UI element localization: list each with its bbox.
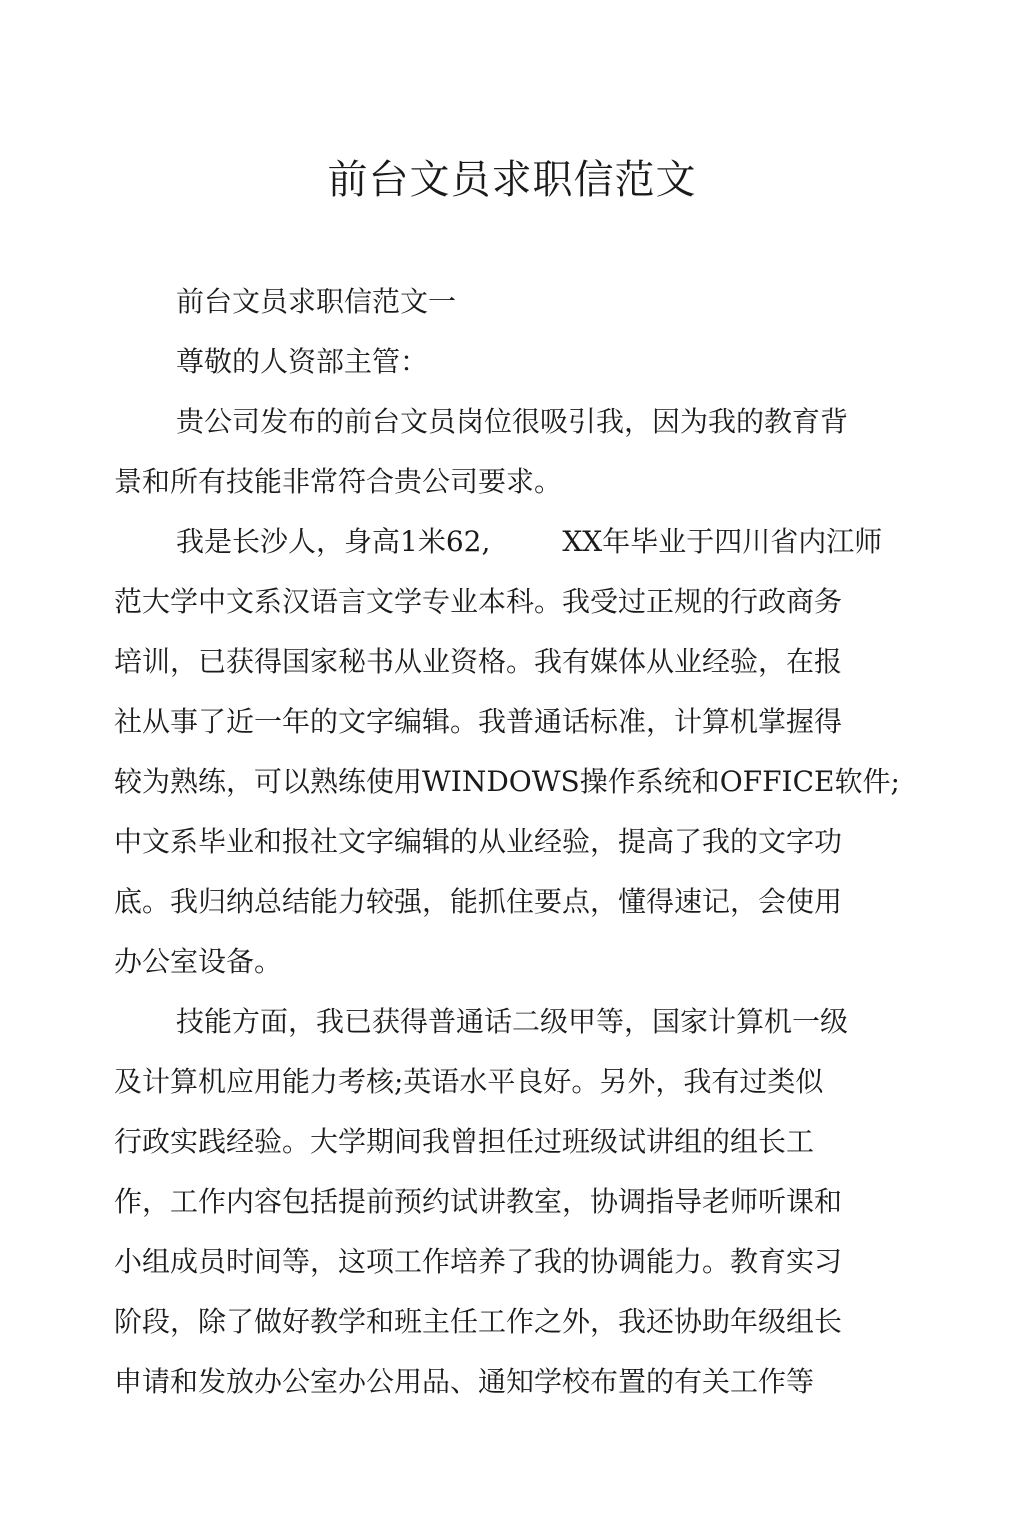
paragraph-3-line-4: 作，工作内容包括提前预约试讲教室，协调指导老师听课和: [114, 1185, 843, 1218]
paragraph-2-line-7: 底。我归纳总结能力较强，能抓住要点，懂得速记，会使用: [114, 885, 843, 918]
letter-heading: 前台文员求职信范文一: [176, 285, 457, 318]
paragraph-2-line-6: 中文系毕业和报社文字编辑的从业经验，提高了我的文字功: [114, 825, 843, 858]
paragraph-2-line-4: 社从事了近一年的文字编辑。我普通话标准，计算机掌握得: [114, 705, 843, 738]
paragraph-1-line-1: 贵公司发布的前台文员岗位很吸引我，因为我的教育背: [176, 405, 849, 438]
paragraph-2-line-5: 较为熟练，可以熟练使用WINDOWS操作系统和OFFICE软件;: [114, 765, 900, 798]
paragraph-2-line-8: 办公室设备。: [114, 945, 283, 978]
paragraph-3-line-3: 行政实践经验。大学期间我曾担任过班级试讲组的组长工: [114, 1125, 815, 1158]
salutation: 尊敬的人资部主管：: [176, 345, 429, 378]
paragraph-2-line-1: [114, 512, 914, 572]
paragraph-3-line-7: 申请和发放办公室办公用品、通知学校布置的有关工作等: [114, 1365, 815, 1398]
paragraph-2-line-3: 培训，已获得国家秘书从业资格。我有媒体从业经验，在报: [114, 645, 843, 678]
paragraph-2-line-1-part-a: 我是长沙人，身高1米62,: [176, 525, 491, 558]
paragraph-3-line-5: 小组成员时间等，这项工作培养了我的协调能力。教育实习: [114, 1245, 843, 1278]
paragraph-2-line-2: 范大学中文系汉语言文学专业本科。我受过正规的行政商务: [114, 585, 843, 618]
paragraph-3-line-2: 及计算机应用能力考核;英语水平良好。另外，我有过类似: [114, 1065, 824, 1098]
paragraph-1-line-2: 景和所有技能非常符合贵公司要求。: [114, 465, 563, 498]
paragraph-3-line-1: 技能方面，我已获得普通话二级甲等，国家计算机一级: [176, 1005, 849, 1038]
paragraph-3-line-6: 阶段，除了做好教学和班主任工作之外，我还协助年级组长: [114, 1305, 843, 1338]
document-body: [114, 272, 914, 1412]
document-title: 前台文员求职信范文: [327, 157, 697, 203]
paragraph-2-line-1-part-b: XX年毕业于四川省内江师: [562, 525, 883, 558]
